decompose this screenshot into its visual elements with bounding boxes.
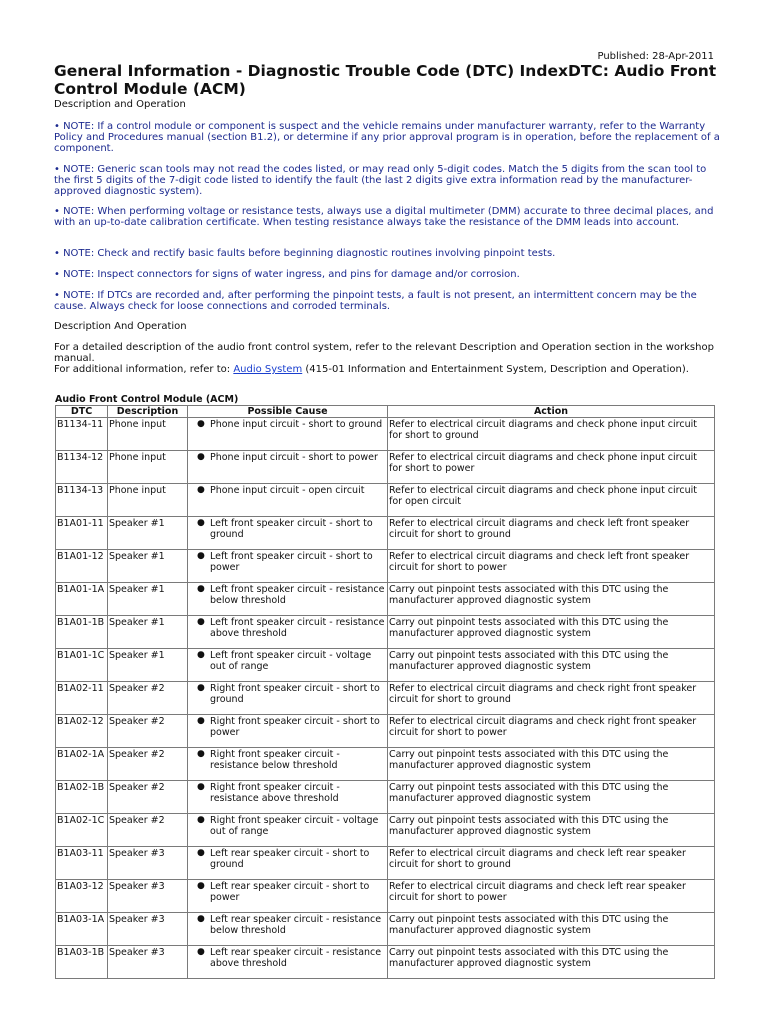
page-title: General Information - Diagnostic Trouble Code (DTC) IndexDTC: Audio Front Control Module (ACM) xyxy=(54,62,717,98)
note-scan-tools: • NOTE: Generic scan tools may not read the codes listed, or may read only 5-digit codes. Match the 5 digits from the scan tool to the first 5 digits of the 7-digit code listed to identify the fault (the last 2 digits give extra information read by the manufacturer-approved diagnostic system). xyxy=(54,164,707,197)
possible-cause-text: Right front speaker circuit - voltage out of range xyxy=(210,815,379,837)
bullet-icon: ● xyxy=(197,716,205,726)
dtc-code: B1A01-1C xyxy=(56,649,108,682)
action-text: Refer to electrical circuit diagrams and check left rear speaker circuit for short to ground xyxy=(388,847,715,880)
possible-cause-cell xyxy=(188,451,388,484)
header-possible-cause: Possible Cause xyxy=(188,406,388,418)
dtc-table-body xyxy=(56,418,715,979)
table-row xyxy=(56,451,715,484)
action-text: Refer to electrical circuit diagrams and check left front speaker circuit for short to power xyxy=(388,550,715,583)
possible-cause-cell xyxy=(188,418,388,451)
possible-cause-text: Left front speaker circuit - resistance below threshold xyxy=(210,584,385,606)
note-warranty: • NOTE: If a control module or component is suspect and the vehicle remains under manufacturer warranty, refer to the Warranty Policy and Procedures manual (section B1.2), or determine if any prior approval program is in operation, before the replacement of a component. xyxy=(54,121,720,154)
action-text: Refer to electrical circuit diagrams and check phone input circuit for open circuit xyxy=(388,484,715,517)
dtc-description: Speaker #1 xyxy=(108,517,188,550)
possible-cause-cell xyxy=(188,748,388,781)
table-row xyxy=(56,517,715,550)
possible-cause-cell xyxy=(188,550,388,583)
table-row xyxy=(56,550,715,583)
possible-cause-text: Phone input circuit - open circuit xyxy=(210,485,365,496)
dtc-code: B1A03-1A xyxy=(56,913,108,946)
action-text: Carry out pinpoint tests associated with this DTC using the manufacturer approved diagnostic system xyxy=(388,649,715,682)
dtc-code: B1A02-11 xyxy=(56,682,108,715)
header-description: Description xyxy=(108,406,188,418)
bullet-icon: ● xyxy=(197,551,205,561)
possible-cause-text: Phone input circuit - short to ground xyxy=(210,419,383,430)
action-text: Carry out pinpoint tests associated with this DTC using the manufacturer approved diagnostic system xyxy=(388,748,715,781)
action-text: Refer to electrical circuit diagrams and check left rear speaker circuit for short to power xyxy=(388,880,715,913)
possible-cause-cell xyxy=(188,880,388,913)
dtc-table xyxy=(55,405,715,979)
action-text: Carry out pinpoint tests associated with this DTC using the manufacturer approved diagnostic system xyxy=(388,583,715,616)
action-text: Carry out pinpoint tests associated with this DTC using the manufacturer approved diagnostic system xyxy=(388,913,715,946)
dtc-description: Speaker #1 xyxy=(108,583,188,616)
table-row xyxy=(56,880,715,913)
possible-cause-cell xyxy=(188,649,388,682)
dtc-code: B1A02-1A xyxy=(56,748,108,781)
bullet-icon: ● xyxy=(197,749,205,759)
action-text: Carry out pinpoint tests associated with this DTC using the manufacturer approved diagnostic system xyxy=(388,946,715,979)
bullet-icon: ● xyxy=(197,881,205,891)
header-action: Action xyxy=(388,406,715,418)
dtc-code: B1A03-1B xyxy=(56,946,108,979)
possible-cause-text: Left rear speaker circuit - resistance above threshold xyxy=(210,947,382,969)
dtc-description: Speaker #2 xyxy=(108,715,188,748)
possible-cause-text: Left front speaker circuit - resistance above threshold xyxy=(210,617,385,639)
header-dtc: DTC xyxy=(56,406,108,418)
dtc-code: B1134-11 xyxy=(56,418,108,451)
dtc-description: Speaker #2 xyxy=(108,682,188,715)
table-row xyxy=(56,748,715,781)
dtc-code: B1A01-1A xyxy=(56,583,108,616)
dtc-description: Phone input xyxy=(108,418,188,451)
action-text: Refer to electrical circuit diagrams and check phone input circuit for short to power xyxy=(388,451,715,484)
bullet-icon: ● xyxy=(197,518,205,528)
action-text: Carry out pinpoint tests associated with this DTC using the manufacturer approved diagnostic system xyxy=(388,781,715,814)
additional-info-prefix: For additional information, refer to: xyxy=(54,364,234,375)
table-caption: Audio Front Control Module (ACM) xyxy=(55,394,239,405)
dtc-description: Speaker #1 xyxy=(108,550,188,583)
possible-cause-cell xyxy=(188,715,388,748)
bullet-icon: ● xyxy=(197,782,205,792)
table-row xyxy=(56,649,715,682)
action-text: Carry out pinpoint tests associated with this DTC using the manufacturer approved diagnostic system xyxy=(388,814,715,847)
table-row xyxy=(56,946,715,979)
audio-system-link[interactable]: Audio System xyxy=(233,364,303,375)
possible-cause-text: Left rear speaker circuit - short to power xyxy=(210,881,370,903)
bullet-icon: ● xyxy=(197,947,205,957)
table-row xyxy=(56,583,715,616)
dtc-code: B1A02-1B xyxy=(56,781,108,814)
note-intermittent: • NOTE: If DTCs are recorded and, after performing the pinpoint tests, a fault is not present, an intermittent concern may be the cause. Always check for loose connections and corroded terminals. xyxy=(54,290,697,312)
possible-cause-cell xyxy=(188,781,388,814)
possible-cause-cell xyxy=(188,616,388,649)
table-row xyxy=(56,814,715,847)
possible-cause-cell xyxy=(188,517,388,550)
dtc-code: B1A01-1B xyxy=(56,616,108,649)
bullet-icon: ● xyxy=(197,485,205,495)
bullet-icon: ● xyxy=(197,848,205,858)
table-row xyxy=(56,715,715,748)
bullet-icon: ● xyxy=(197,815,205,825)
table-row xyxy=(56,781,715,814)
additional-info-paragraph xyxy=(54,364,724,375)
dtc-description: Speaker #1 xyxy=(108,616,188,649)
dtc-code: B1A03-11 xyxy=(56,847,108,880)
possible-cause-cell xyxy=(188,484,388,517)
possible-cause-text: Left front speaker circuit - voltage out of range xyxy=(210,650,372,672)
bullet-icon: ● xyxy=(197,419,205,429)
bullet-icon: ● xyxy=(197,683,205,693)
action-text: Refer to electrical circuit diagrams and check left front speaker circuit for short to ground xyxy=(388,517,715,550)
possible-cause-text: Left rear speaker circuit - resistance below threshold xyxy=(210,914,382,936)
bullet-icon: ● xyxy=(197,914,205,924)
bullet-icon: ● xyxy=(197,617,205,627)
published-date: Published: 28-Apr-2011 xyxy=(597,51,714,62)
dtc-code: B1A01-11 xyxy=(56,517,108,550)
dtc-description: Speaker #3 xyxy=(108,847,188,880)
table-header-row xyxy=(56,406,715,418)
dtc-code: B1134-12 xyxy=(56,451,108,484)
note-basic-faults: • NOTE: Check and rectify basic faults before beginning diagnostic routines involving pinpoint tests. xyxy=(54,248,556,259)
possible-cause-cell xyxy=(188,946,388,979)
possible-cause-cell xyxy=(188,847,388,880)
possible-cause-text: Right front speaker circuit - resistance above threshold xyxy=(210,782,340,804)
bullet-icon: ● xyxy=(197,650,205,660)
dtc-code: B1134-13 xyxy=(56,484,108,517)
note-connectors: • NOTE: Inspect connectors for signs of water ingress, and pins for damage and/or corrosion. xyxy=(54,269,520,280)
section-heading: Description And Operation xyxy=(54,321,187,332)
possible-cause-cell xyxy=(188,814,388,847)
description-paragraph: For a detailed description of the audio front control system, refer to the relevant Description and Operation section in the workshop manual. xyxy=(54,342,714,364)
dtc-description: Speaker #3 xyxy=(108,913,188,946)
dtc-description: Speaker #2 xyxy=(108,748,188,781)
dtc-description: Speaker #2 xyxy=(108,781,188,814)
possible-cause-text: Right front speaker circuit - short to power xyxy=(210,716,380,738)
table-row xyxy=(56,484,715,517)
dtc-description: Speaker #1 xyxy=(108,649,188,682)
action-text: Refer to electrical circuit diagrams and check phone input circuit for short to ground xyxy=(388,418,715,451)
possible-cause-text: Left rear speaker circuit - short to ground xyxy=(210,848,370,870)
possible-cause-cell xyxy=(188,583,388,616)
possible-cause-text: Right front speaker circuit - resistance below threshold xyxy=(210,749,340,771)
table-row xyxy=(56,913,715,946)
dtc-code: B1A02-12 xyxy=(56,715,108,748)
subtitle: Description and Operation xyxy=(54,99,186,110)
dtc-description: Speaker #3 xyxy=(108,880,188,913)
dtc-code: B1A01-12 xyxy=(56,550,108,583)
possible-cause-text: Left front speaker circuit - short to ground xyxy=(210,518,373,540)
possible-cause-text: Right front speaker circuit - short to ground xyxy=(210,683,380,705)
table-row xyxy=(56,682,715,715)
dtc-description: Phone input xyxy=(108,451,188,484)
dtc-code: B1A03-12 xyxy=(56,880,108,913)
table-row xyxy=(56,847,715,880)
note-multimeter: • NOTE: When performing voltage or resistance tests, always use a digital multimeter (DMM) accurate to three decimal places, and with an up-to-date calibration certificate. When testing resistance always take the resistance of the DMM leads into account. xyxy=(54,206,714,228)
dtc-code: B1A02-1C xyxy=(56,814,108,847)
action-text: Refer to electrical circuit diagrams and check right front speaker circuit for short to power xyxy=(388,715,715,748)
possible-cause-cell xyxy=(188,913,388,946)
table-row xyxy=(56,616,715,649)
bullet-icon: ● xyxy=(197,452,205,462)
dtc-description: Speaker #3 xyxy=(108,946,188,979)
possible-cause-cell xyxy=(188,682,388,715)
action-text: Refer to electrical circuit diagrams and check right front speaker circuit for short to ground xyxy=(388,682,715,715)
dtc-description: Speaker #2 xyxy=(108,814,188,847)
possible-cause-text: Phone input circuit - short to power xyxy=(210,452,378,463)
table-row xyxy=(56,418,715,451)
dtc-description: Phone input xyxy=(108,484,188,517)
bullet-icon: ● xyxy=(197,584,205,594)
possible-cause-text: Left front speaker circuit - short to power xyxy=(210,551,373,573)
additional-info-suffix: (415-01 Information and Entertainment System, Description and Operation). xyxy=(302,364,689,375)
action-text: Carry out pinpoint tests associated with this DTC using the manufacturer approved diagnostic system xyxy=(388,616,715,649)
